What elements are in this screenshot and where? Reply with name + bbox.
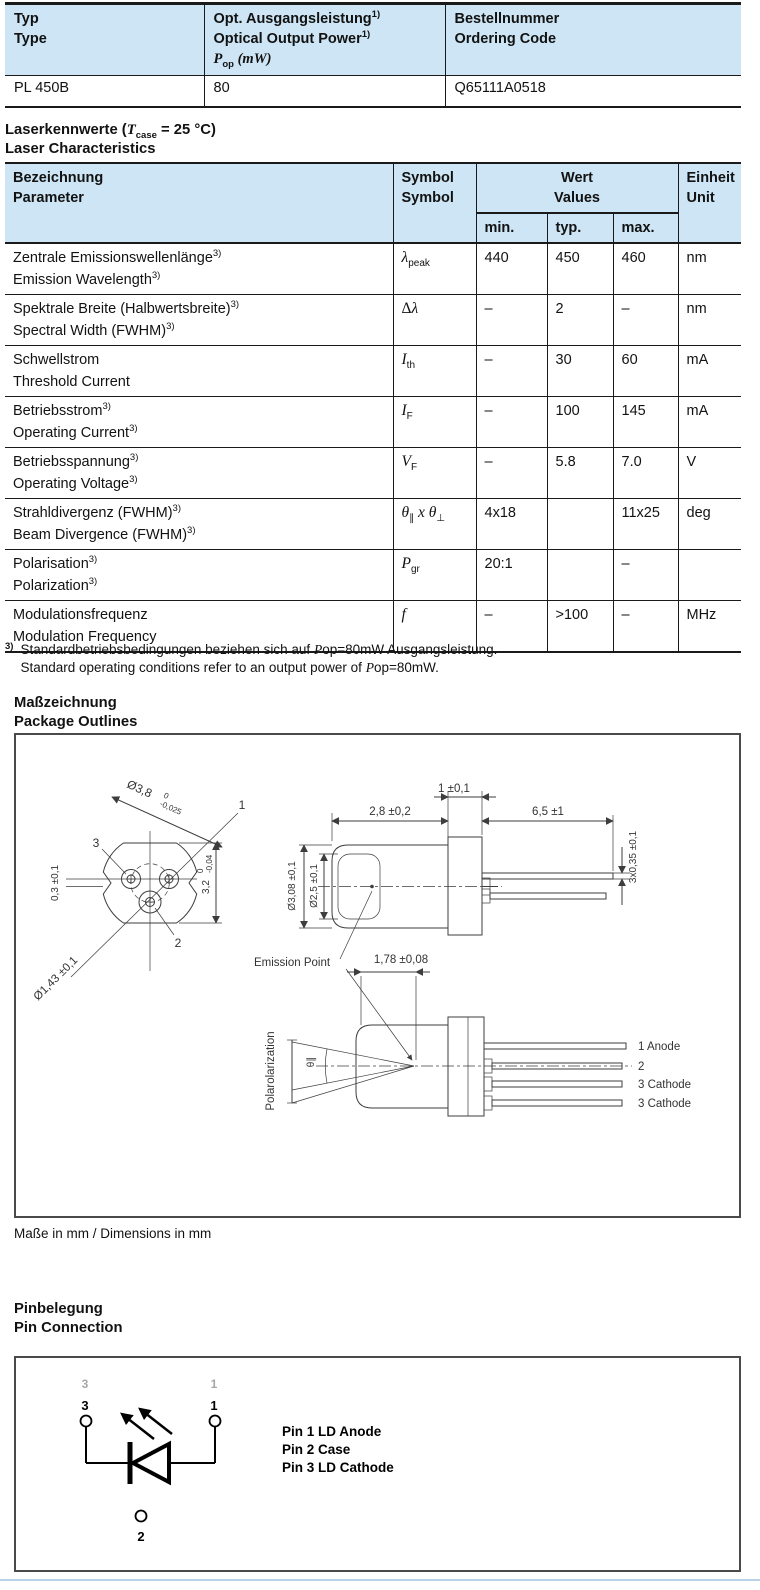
parameter-cell: Strahldivergenz (FWHM)$^{3)}$ Beam Divergence (FWHM)$^{3)}$ bbox=[5, 499, 393, 550]
pin2-leader bbox=[155, 908, 174, 935]
svg-text:3,2: 3,2 bbox=[201, 880, 212, 894]
footnote-line-en: Standard operating conditions refer to an output power of Pop=80mW. bbox=[20, 660, 439, 675]
dim-height bbox=[196, 854, 214, 894]
max-cell: 7.0 bbox=[613, 448, 678, 499]
min-cell: – bbox=[476, 601, 547, 653]
pin-title-de: Pinbelegung bbox=[14, 1301, 103, 1317]
laser-table-row bbox=[5, 346, 741, 397]
typ-header-cell: typ. bbox=[547, 213, 613, 243]
lead-4 bbox=[492, 1100, 622, 1106]
min-cell: – bbox=[476, 448, 547, 499]
lead-top-side bbox=[482, 873, 613, 879]
laser-table-row bbox=[5, 397, 741, 448]
side-view bbox=[254, 783, 639, 1060]
dim-cap-length: 2,8 ±0,2 bbox=[369, 806, 411, 818]
dim-lead-dia bbox=[628, 830, 639, 883]
page-footer-rule bbox=[0, 1579, 760, 1581]
dim-can-diameter bbox=[124, 775, 187, 817]
terminal-1-label: 1 bbox=[210, 1398, 218, 1413]
lead1-label: 1 Anode bbox=[638, 1041, 681, 1053]
typ-cell: 5.8 bbox=[547, 448, 613, 499]
lead-1 bbox=[484, 1043, 626, 1049]
unit-cell bbox=[678, 550, 741, 601]
unit-cell: V bbox=[678, 448, 741, 499]
emission-leader-side bbox=[340, 891, 372, 959]
min-cell: 440 bbox=[476, 243, 547, 295]
outline-title-en: Package Outlines bbox=[14, 713, 138, 730]
terminal-3-label: 3 bbox=[81, 1398, 89, 1413]
symbol-cell: $I_{th}$ bbox=[393, 346, 476, 397]
min-cell: – bbox=[476, 295, 547, 346]
laser-title-de: Laserkennwerte ($T_{case} = 25$ °C) bbox=[5, 122, 216, 141]
type-header-de: Typ bbox=[14, 11, 39, 27]
ordering-header-en: Ordering Code bbox=[454, 31, 557, 47]
unit-cell: MHz bbox=[678, 601, 741, 653]
parameter-cell: Schwellstrom Threshold Current bbox=[5, 346, 393, 397]
type-table-header-row bbox=[5, 4, 741, 76]
type-header-cell bbox=[5, 4, 204, 76]
outline-title-de: Maßzeichnung bbox=[14, 695, 117, 711]
typ-cell: 2 bbox=[547, 295, 613, 346]
unit-cell: mA bbox=[678, 346, 741, 397]
max-header-cell: max. bbox=[613, 213, 678, 243]
emission-point-dot bbox=[370, 885, 374, 889]
pin-connection-title bbox=[14, 1300, 123, 1337]
pin3-leader bbox=[102, 849, 126, 874]
terminal-3-circle bbox=[81, 1416, 92, 1427]
diode-triangle bbox=[133, 1444, 169, 1482]
unit-header-cell: Einheit Unit bbox=[678, 163, 741, 243]
max-cell: 11x25 bbox=[613, 499, 678, 550]
symbol-header-cell: Symbol Symbol bbox=[393, 163, 476, 243]
terminal-1-ghost: 1 bbox=[210, 1377, 218, 1391]
symbol-cell: f bbox=[393, 601, 476, 653]
dimensions-caption: Maße in mm / Dimensions in mm bbox=[14, 1226, 212, 1241]
laser-table-row bbox=[5, 550, 741, 601]
max-cell: 145 bbox=[613, 397, 678, 448]
symbol-cell: $P_{gr}$ bbox=[393, 550, 476, 601]
typ-cell bbox=[547, 550, 613, 601]
laser-table-body bbox=[5, 243, 741, 652]
typ-cell bbox=[547, 499, 613, 550]
lead3-label: 3 Cathode bbox=[638, 1079, 692, 1091]
ordering-header-cell bbox=[445, 4, 741, 76]
pin2-label: 2 bbox=[174, 936, 182, 950]
unit-cell: nm bbox=[678, 243, 741, 295]
terminal-1-circle bbox=[210, 1416, 221, 1427]
terminal-2-circle bbox=[136, 1511, 147, 1522]
terminal-2-label: 2 bbox=[137, 1529, 145, 1544]
symbol-cell: $I_F$ bbox=[393, 397, 476, 448]
svg-text:Ø1,43 ±0,1: Ø1,43 ±0,1 bbox=[31, 954, 81, 1004]
parameter-cell: Zentrale Emissionswellenlänge$^{3)}$ Emission Wavelength$^{3)}$ bbox=[5, 243, 393, 295]
min-cell: – bbox=[476, 397, 547, 448]
pin-legend-line-1: Pin 1 LD Anode bbox=[282, 1424, 382, 1439]
dim-emission-dist: 1,78 ±0,08 bbox=[373, 954, 429, 966]
ordering-code-value: Q65111A0518 bbox=[445, 76, 741, 108]
type-table-data-row bbox=[5, 76, 741, 108]
pin-legend-line-3: Pin 3 LD Cathode bbox=[282, 1460, 394, 1475]
laser-table-header-row-1 bbox=[5, 163, 741, 213]
parameter-cell: Betriebsspannung$^{3)}$ Operating Voltage$^{3)}$ bbox=[5, 448, 393, 499]
max-cell: 460 bbox=[613, 243, 678, 295]
max-cell: – bbox=[613, 550, 678, 601]
power-header-symbol: $P_{op}$ (mW) bbox=[213, 51, 272, 70]
divergence-line-lower bbox=[292, 1066, 414, 1090]
laser-table-row bbox=[5, 448, 741, 499]
symbol-cell: Δλ bbox=[393, 295, 476, 346]
footnote-text bbox=[20, 641, 497, 677]
values-header-cell: Wert Values bbox=[476, 163, 678, 213]
pin-title-en: Pin Connection bbox=[14, 1319, 123, 1336]
lead2-label: 2 bbox=[638, 1061, 645, 1073]
svg-text:Polarolarization: Polarolarization bbox=[265, 1031, 277, 1111]
power-header-cell bbox=[204, 4, 445, 76]
parameter-cell: Polarisation$^{3)}$ Polarization$^{3)}$ bbox=[5, 550, 393, 601]
package-outline-title bbox=[14, 694, 137, 731]
typ-cell: 30 bbox=[547, 346, 613, 397]
laser-table-row bbox=[5, 295, 741, 346]
parameter-cell: Betriebsstrom$^{3)}$ Operating Current$^{3)}$ bbox=[5, 397, 393, 448]
dim-lead-length: 6,5 ±1 bbox=[532, 806, 564, 818]
laser-table-row bbox=[5, 499, 741, 550]
lead-3 bbox=[492, 1081, 622, 1087]
power-value: 80 bbox=[204, 76, 445, 108]
unit-cell: mA bbox=[678, 397, 741, 448]
bead-3 bbox=[484, 1077, 492, 1091]
type-value: PL 450B bbox=[14, 80, 70, 96]
terminal-3-ghost: 3 bbox=[81, 1377, 89, 1391]
dim-window bbox=[309, 864, 320, 908]
lead4-label: 3 Cathode bbox=[638, 1098, 692, 1110]
svg-text:0: 0 bbox=[162, 790, 171, 801]
max-cell: 60 bbox=[613, 346, 678, 397]
dim-flange-thickness: 1 ±0,1 bbox=[438, 783, 470, 795]
ordering-header-de: Bestellnummer bbox=[454, 11, 560, 27]
type-header-en: Type bbox=[14, 31, 47, 47]
laser-table-row bbox=[5, 243, 741, 295]
symbol-cell: $\theta_\parallel$ x $\theta_\perp$ bbox=[393, 499, 476, 550]
footnote-marker: 3) bbox=[5, 641, 14, 652]
svg-text:-0,04: -0,04 bbox=[205, 854, 214, 873]
svg-text:Ø3,8: Ø3,8 bbox=[124, 776, 155, 801]
svg-text:Ø2,5 ±0,1: Ø2,5 ±0,1 bbox=[309, 864, 320, 908]
parameter-header-cell: Bezeichnung Parameter bbox=[5, 163, 393, 243]
typ-cell: 450 bbox=[547, 243, 613, 295]
max-cell: – bbox=[613, 295, 678, 346]
pin-connection-box bbox=[14, 1356, 741, 1572]
dim-can-side bbox=[287, 861, 298, 911]
typ-cell: >100 bbox=[547, 601, 613, 653]
pin3-label: 3 bbox=[92, 836, 100, 850]
svg-text:0,3 ±0,1: 0,3 ±0,1 bbox=[50, 864, 61, 902]
parameter-cell: Modulationsfrequenz Modulation Frequency bbox=[13, 607, 157, 645]
laser-characteristics-title bbox=[5, 121, 216, 158]
cap-outline-bottom bbox=[356, 1025, 448, 1108]
svg-text:3x0,35 ±0,1: 3x0,35 ±0,1 bbox=[628, 830, 639, 884]
svg-text:-0,025: -0,025 bbox=[158, 799, 183, 817]
polarization-label bbox=[265, 1031, 277, 1110]
dim-pin-circle bbox=[32, 954, 81, 1003]
bead-4 bbox=[484, 1096, 492, 1110]
min-cell: 20:1 bbox=[476, 550, 547, 601]
laser-characteristics-table bbox=[5, 162, 741, 653]
package-outline-box bbox=[14, 733, 741, 1218]
power-header-de: Opt. Ausgangsleistung$^{1)}$ bbox=[213, 9, 381, 27]
min-cell: 4x18 bbox=[476, 499, 547, 550]
bottom-view bbox=[265, 1017, 691, 1116]
theta-label bbox=[306, 1057, 317, 1068]
typ-cell: 100 bbox=[547, 397, 613, 448]
svg-text:Ø3,08 ±0,1: Ø3,08 ±0,1 bbox=[287, 861, 298, 911]
bead-side bbox=[482, 889, 490, 903]
flange-bottom bbox=[448, 1017, 484, 1116]
dim-pin-offset bbox=[50, 865, 61, 902]
pin-connection-drawing bbox=[16, 1358, 739, 1570]
svg-text:θ∥: θ∥ bbox=[306, 1056, 317, 1068]
unit-cell: nm bbox=[678, 295, 741, 346]
emission-point-label: Emission Point bbox=[254, 957, 331, 969]
lead-bottom-side bbox=[490, 893, 606, 899]
symbol-cell: $\lambda_{peak}$ bbox=[393, 243, 476, 295]
max-cell: – bbox=[613, 601, 678, 653]
min-cell: – bbox=[476, 346, 547, 397]
flange-side bbox=[448, 837, 482, 935]
type-table bbox=[5, 2, 741, 108]
pin-legend-line-2: Pin 2 Case bbox=[282, 1442, 351, 1457]
min-header-cell: min. bbox=[476, 213, 547, 243]
package-outline-drawing bbox=[16, 735, 739, 1216]
parameter-cell: Spektrale Breite (Halbwertsbreite)$^{3)}$ Spectral Width (FWHM)$^{3)}$ bbox=[5, 295, 393, 346]
symbol-cell: $V_F$ bbox=[393, 448, 476, 499]
front-view bbox=[32, 775, 246, 1003]
power-header-en: Optical Output Power$^{1)}$ bbox=[213, 29, 371, 47]
divergence-line-extra bbox=[292, 1066, 414, 1103]
unit-cell: deg bbox=[678, 499, 741, 550]
laser-title-en: Laser Characteristics bbox=[5, 140, 156, 157]
footnote-line-de: Standardbetriebsbedingungen beziehen sich auf Pop=80mW Ausgangsleistung. bbox=[20, 642, 498, 657]
footnote-3 bbox=[5, 641, 497, 677]
svg-text:0: 0 bbox=[196, 868, 205, 873]
pin1-label: 1 bbox=[238, 798, 246, 812]
